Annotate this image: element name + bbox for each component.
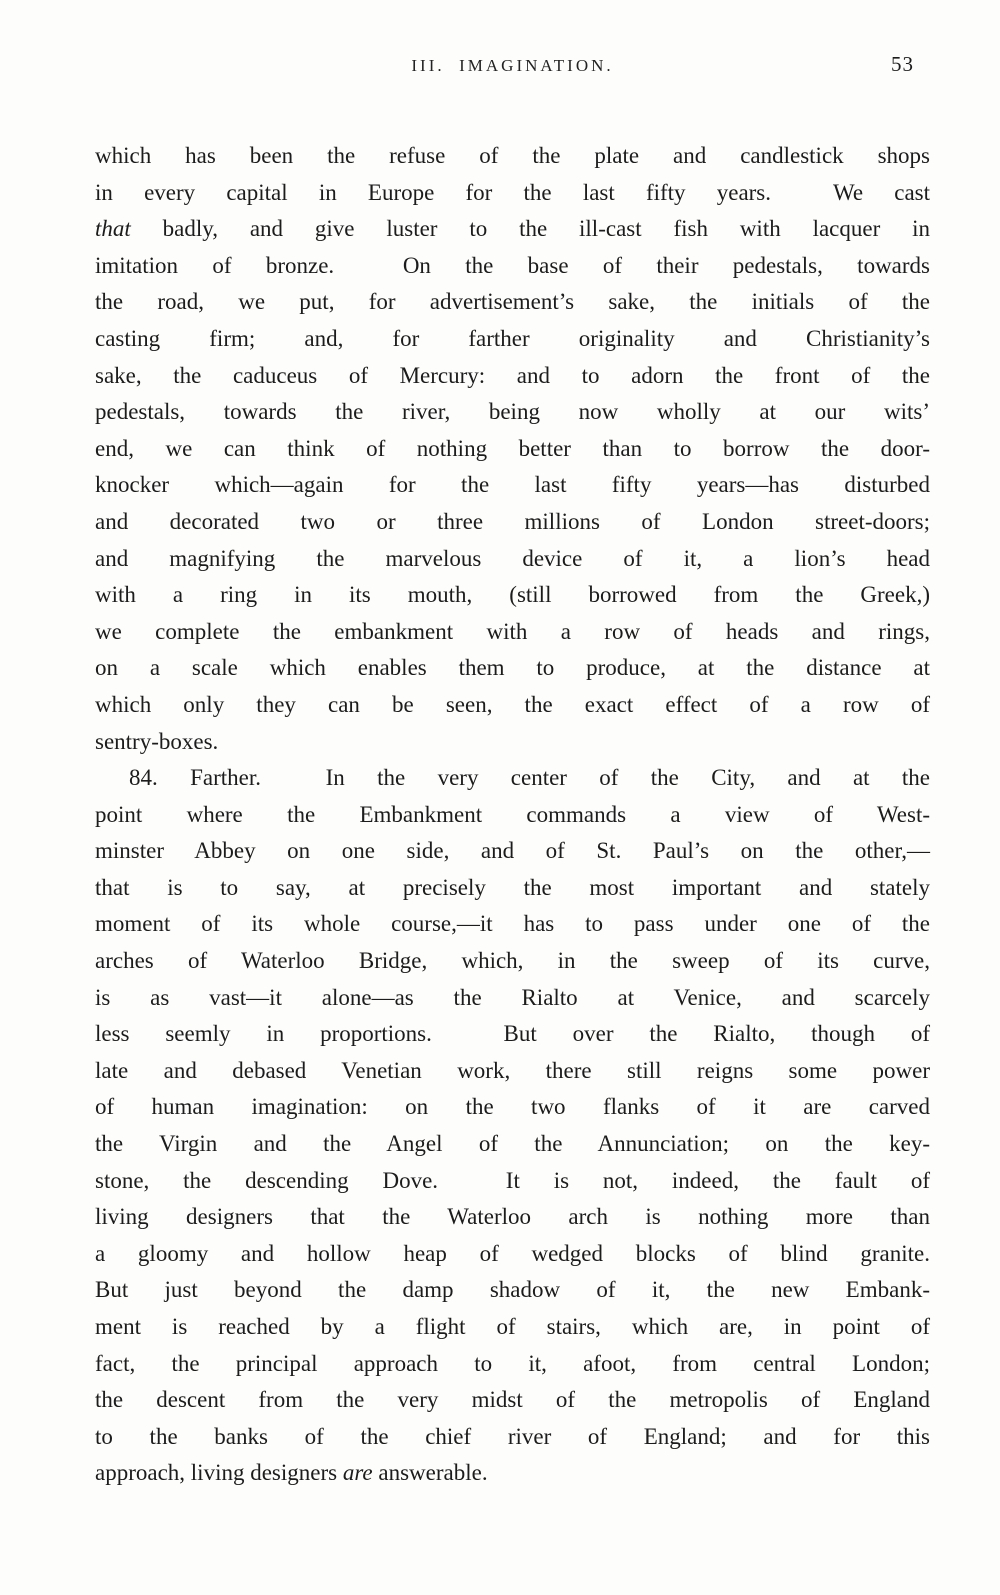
- text-segment: less seemly in proportions. But over the Rialto, though of: [95, 1021, 930, 1047]
- text-line: [95, 541, 930, 578]
- text-segment: in every capital in Europe for the last fifty years. We cast: [95, 179, 930, 205]
- page-text: [95, 138, 930, 1492]
- text-line: [95, 1382, 930, 1419]
- text-line: [95, 1126, 930, 1163]
- italic-text: that: [95, 216, 131, 242]
- text-line: [95, 1309, 930, 1346]
- text-line: [95, 833, 930, 870]
- text-line: [95, 467, 930, 504]
- text-line: [95, 943, 930, 980]
- page-number: 53: [891, 52, 914, 76]
- text-segment: minster Abbey on one side, and of St. Paul’s on the other,—: [95, 838, 930, 864]
- text-segment: the descent from the very midst of the metropolis of England: [95, 1387, 930, 1413]
- text-line: [95, 724, 930, 761]
- text-line: [95, 760, 930, 797]
- text-line: [95, 138, 930, 175]
- text-line: [95, 1455, 930, 1492]
- text-line: [95, 431, 930, 468]
- text-line: [95, 1419, 930, 1456]
- text-segment: and magnifying the marvelous device of it, a lion’s head: [95, 545, 930, 571]
- text-line: [95, 211, 930, 248]
- text-segment: ment is reached by a flight of stairs, which are, in point of: [95, 1314, 930, 1339]
- text-segment: approach, living designers: [95, 1460, 343, 1486]
- text-line: [95, 687, 930, 724]
- text-segment: which has been the refuse of the plate and candlestick shops: [95, 143, 930, 168]
- text-line: [95, 284, 930, 321]
- text-segment: knocker which—again for the last fifty years—has disturbed: [95, 472, 930, 498]
- text-line: [95, 1236, 930, 1273]
- text-segment: imitation of bronze. On the base of their pedestals, towards: [95, 252, 930, 278]
- text-segment: badly, and give luster to the ill-cast fish with lacquer in: [130, 216, 930, 242]
- text-segment: the road, we put, for advertisement’s sake, the initials of the: [95, 289, 930, 315]
- text-line: [95, 1199, 930, 1236]
- text-segment: a gloomy and hollow heap of wedged blocks of blind granite.: [95, 1240, 930, 1266]
- text-segment: casting firm; and, for farther originality and Christianity’s: [95, 325, 930, 351]
- text-segment: answerable.: [372, 1460, 488, 1486]
- text-line: [95, 1053, 930, 1090]
- text-segment: we complete the embankment with a row of heads and rings,: [95, 618, 930, 644]
- running-header: [95, 52, 930, 82]
- text-segment: moment of its whole course,—it has to pass under one of the: [95, 911, 930, 937]
- text-segment: sentry-boxes.: [95, 728, 219, 754]
- text-line: [95, 1346, 930, 1383]
- text-segment: 84. Farther. In the very center of the City, and at the: [129, 765, 930, 791]
- text-segment: fact, the principal approach to it, afoot, from central London;: [95, 1350, 930, 1376]
- text-line: [95, 1089, 930, 1126]
- text-line: [95, 577, 930, 614]
- chapter-header: III. IMAGINATION.: [411, 56, 614, 75]
- text-line: [95, 1016, 930, 1053]
- text-line: [95, 1163, 930, 1200]
- text-line: [95, 504, 930, 541]
- text-line: [95, 358, 930, 395]
- text-line: [95, 614, 930, 651]
- text-segment: that is to say, at precisely the most important and stately: [95, 874, 930, 900]
- text-segment: is as vast—it alone—as the Rialto at Venice, and scarcely: [95, 984, 930, 1010]
- text-line: [95, 1272, 930, 1309]
- paragraph: [95, 138, 930, 760]
- text-segment: of human imagination: on the two flanks of it are carved: [95, 1094, 930, 1120]
- text-segment: arches of Waterloo Bridge, which, in the sweep of its curve,: [95, 948, 930, 974]
- text-segment: the Virgin and the Angel of the Annunciation; on the key-: [95, 1131, 930, 1157]
- text-line: [95, 650, 930, 687]
- text-segment: and decorated two or three millions of London street-doors;: [95, 508, 930, 534]
- text-segment: late and debased Venetian work, there still reigns some power: [95, 1057, 930, 1083]
- text-segment: on a scale which enables them to produce, at the distance at: [95, 655, 930, 681]
- text-segment: with a ring in its mouth, (still borrowed from the Greek,): [95, 582, 930, 608]
- text-segment: living designers that the Waterloo arch is nothing more than: [95, 1204, 930, 1230]
- text-line: [95, 870, 930, 907]
- text-line: [95, 394, 930, 431]
- paragraph: [95, 760, 930, 1492]
- text-segment: end, we can think of nothing better than to borrow the door-: [95, 435, 930, 461]
- text-line: [95, 906, 930, 943]
- text-line: [95, 248, 930, 285]
- text-segment: to the banks of the chief river of England; and for this: [95, 1423, 930, 1449]
- text-line: [95, 797, 930, 834]
- text-line: [95, 321, 930, 358]
- text-segment: point where the Embankment commands a view of West-: [95, 801, 930, 827]
- text-segment: pedestals, towards the river, being now wholly at our wits’: [95, 399, 930, 425]
- text-segment: which only they can be seen, the exact effect of a row of: [95, 691, 930, 717]
- text-segment: sake, the caduceus of Mercury: and to adorn the front of the: [95, 362, 930, 388]
- text-line: [95, 175, 930, 212]
- text-segment: But just beyond the damp shadow of it, the new Embank-: [95, 1277, 930, 1303]
- text-line: [95, 980, 930, 1017]
- italic-text: are: [342, 1460, 373, 1486]
- text-segment: stone, the descending Dove. It is not, indeed, the fault of: [95, 1167, 930, 1193]
